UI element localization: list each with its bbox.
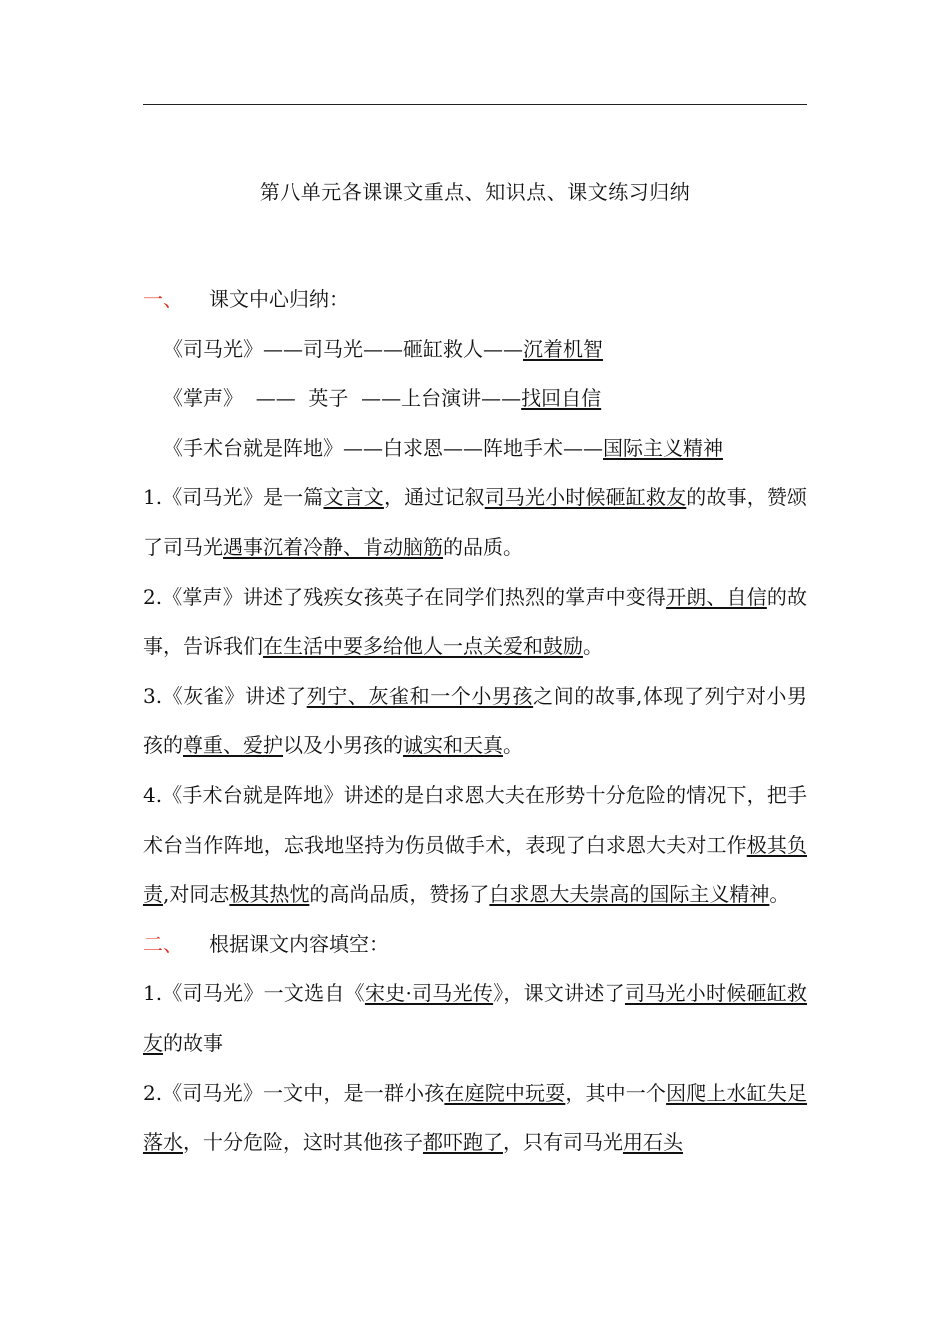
list-item: 3.《灰雀》讲述了列宁、灰雀和一个小男孩之间的故事,体现了列宁对小男孩的尊重、爱护以及小男孩的诚实和天真。 — [143, 683, 808, 758]
document-body — [143, 275, 807, 1168]
section-number: 一、 — [143, 287, 183, 311]
summary-line: 《手术台就是阵地》——白求恩——阵地手术——国际主义精神 — [163, 435, 723, 460]
section-heading-2 — [143, 920, 807, 970]
section-heading-1 — [143, 275, 807, 325]
section-number: 二、 — [143, 931, 183, 956]
list-item: 2.《掌声》讲述了残疾女孩英子在同学们热烈的掌声中变得开朗、自信的故事，告诉我们在生活中要多给他人一点关爱和鼓励。 — [143, 584, 808, 659]
header-rule — [143, 104, 807, 105]
fill-item: 1.《司马光》一文选自《宋史·司马光传》，课文讲述了司马光小时候砸缸救友的故事 — [143, 981, 808, 1055]
list-item: 4.《手术台就是阵地》讲述的是白求恩大夫在形势十分危险的情况下，把手术台当作阵地，忘我地坚持为伤员做手术，表现了白求恩大夫对工作极其负责,对同志极其热忱的高尚品质，赞扬了白求恩大夫崇高的国际主义精神。 — [143, 782, 807, 907]
section-label: 根据课文内容填空： — [209, 931, 389, 956]
list-item: 1.《司马光》是一篇文言文，通过记叙司马光小时候砸缸救友的故事，赞颂了司马光遇事沉着冷静、肯动脑筋的品质。 — [143, 485, 808, 559]
summary-line: 《司马光》——司马光——砸缸救人——沉着机智 — [163, 336, 603, 361]
summary-line: 《掌声》 —— 英子 ——上台演讲——找回自信 — [163, 386, 602, 411]
section-label: 课文中心归纳： — [209, 287, 349, 311]
fill-item: 2.《司马光》一文中，是一群小孩在庭院中玩耍，其中一个因爬上水缸失足落水，十分危险，这时其他孩子都吓跑了，只有司马光用石头 — [143, 1080, 808, 1155]
page-title: 第八单元各课课文重点、知识点、课文练习归纳 — [259, 180, 691, 204]
